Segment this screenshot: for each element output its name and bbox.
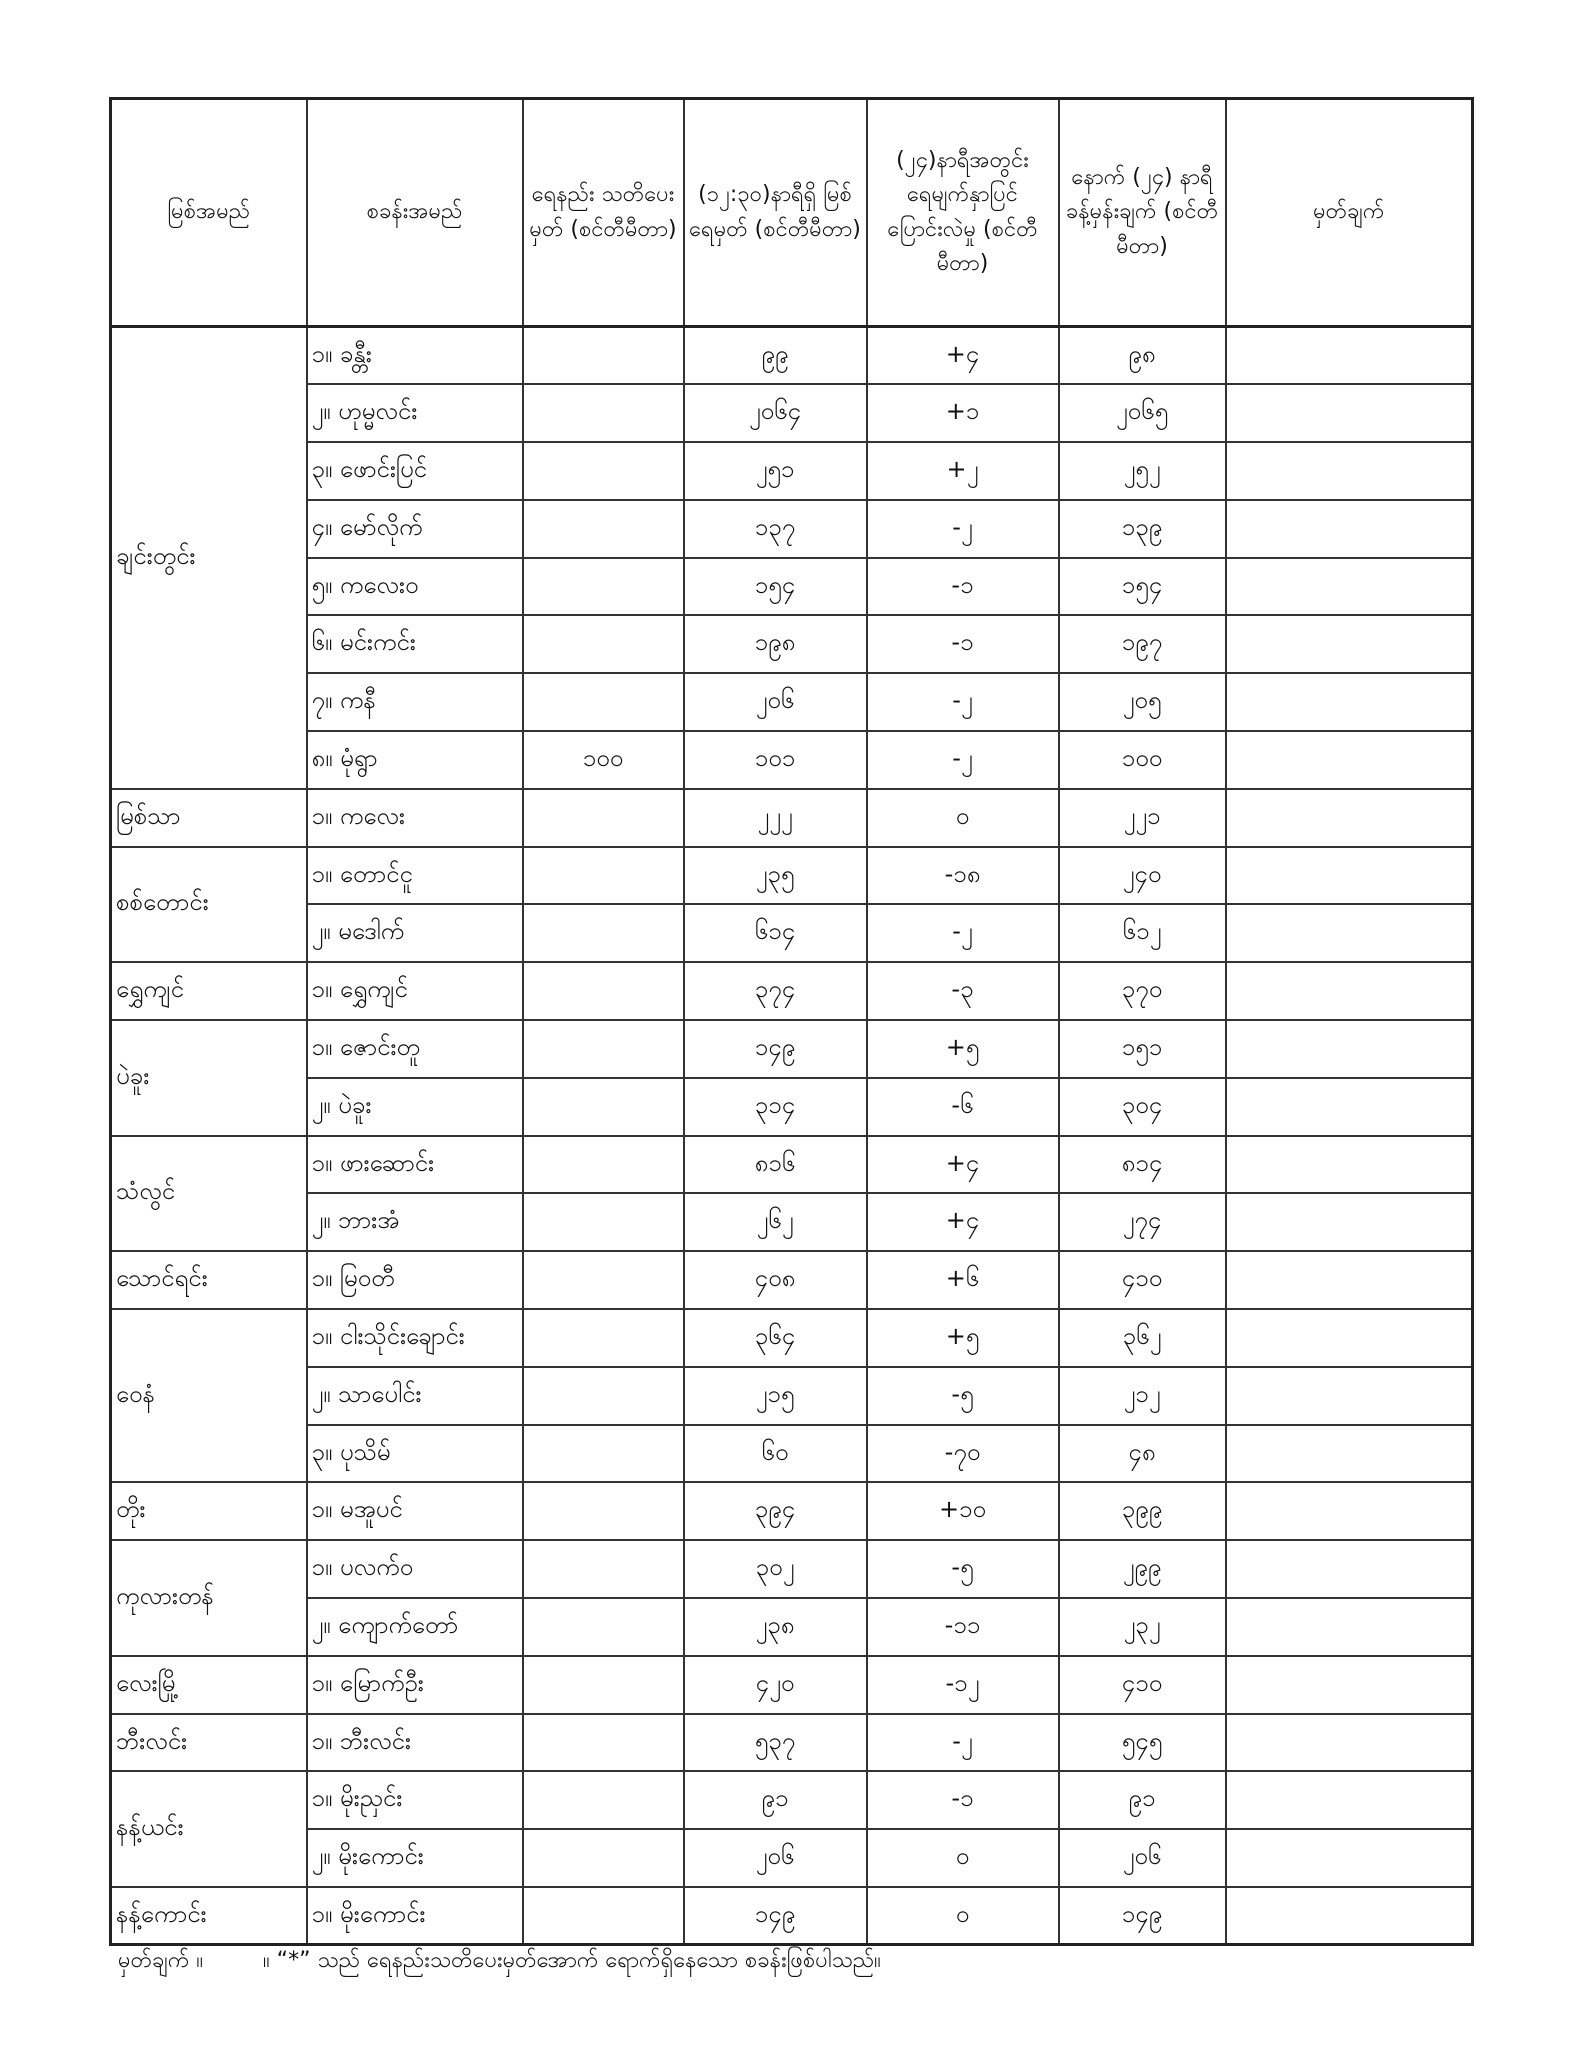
footnote-label: မှတ်ချက် ။: [118, 1948, 204, 1973]
change-cell: +၄: [867, 1193, 1059, 1251]
station-name: ၇။ ကနီ: [307, 673, 523, 731]
warning-level-cell: [523, 1367, 684, 1425]
table-row: [111, 1598, 1473, 1656]
warning-level-cell: ၁၀၀: [523, 731, 684, 789]
forecast-cell: ၃၇၀: [1059, 962, 1226, 1020]
station-name: ၁။ မအူပင်: [307, 1482, 523, 1540]
forecast-cell: ၁၄၉: [1059, 1887, 1226, 1945]
table-row: [111, 1193, 1473, 1251]
change-cell: -၁: [867, 615, 1059, 673]
warning-level-cell: [523, 904, 684, 962]
table-row: [111, 384, 1473, 442]
forecast-cell: ၈၁၄: [1059, 1136, 1226, 1194]
table-row: [111, 1656, 1473, 1714]
warning-level-cell: [523, 1771, 684, 1829]
water-level-cell: ၄၂၀: [684, 1656, 867, 1714]
change-cell: -၂: [867, 904, 1059, 962]
table-row: [111, 731, 1473, 789]
water-level-cell: ၁၅၄: [684, 558, 867, 616]
water-level-cell: ၁၀၁: [684, 731, 867, 789]
river-name: မြစ်သာ: [111, 789, 307, 847]
forecast-cell: ၃၀၄: [1059, 1078, 1226, 1136]
water-level-cell: ၂၀၆၄: [684, 384, 867, 442]
warning-level-cell: [523, 847, 684, 905]
remark-cell: [1226, 1078, 1473, 1136]
river-name: နန့်ယင်း: [111, 1771, 307, 1887]
change-cell: +၁၀: [867, 1482, 1059, 1540]
river-name: ပဲခူး: [111, 1020, 307, 1136]
water-level-cell: ၂၆၂: [684, 1193, 867, 1251]
table-body: [111, 327, 1473, 1945]
table-row: [111, 1829, 1473, 1887]
water-level-cell: ၃၉၄: [684, 1482, 867, 1540]
forecast-cell: ၃၆၂: [1059, 1309, 1226, 1367]
remark-cell: [1226, 1425, 1473, 1483]
warning-level-cell: [523, 1020, 684, 1078]
table-row: [111, 327, 1473, 385]
table-row: [111, 1251, 1473, 1309]
station-name: ၂။ မိုးကောင်း: [307, 1829, 523, 1887]
change-cell: -၁၈: [867, 847, 1059, 905]
water-level-cell: ၅၃၇: [684, 1714, 867, 1772]
water-level-cell: ၁၄၉: [684, 1887, 867, 1945]
remark-cell: [1226, 789, 1473, 847]
river-name: ဘီးလင်း: [111, 1714, 307, 1772]
forecast-cell: ၂၇၄: [1059, 1193, 1226, 1251]
change-cell: +၂: [867, 442, 1059, 500]
forecast-cell: ၉၈: [1059, 327, 1226, 385]
remark-cell: [1226, 962, 1473, 1020]
river-name: သောင်ရင်း: [111, 1251, 307, 1309]
station-name: ၁။ ပလက်ဝ: [307, 1540, 523, 1598]
table-row: [111, 1136, 1473, 1194]
remark-cell: [1226, 1136, 1473, 1194]
remark-cell: [1226, 1771, 1473, 1829]
forecast-cell: ၃၉၉: [1059, 1482, 1226, 1540]
warning-level-cell: [523, 384, 684, 442]
remark-cell: [1226, 442, 1473, 500]
water-level-cell: ၂၁၅: [684, 1367, 867, 1425]
river-name: တိုး: [111, 1482, 307, 1540]
table-row: [111, 904, 1473, 962]
forecast-cell: ၄၁၀: [1059, 1251, 1226, 1309]
change-cell: -၂: [867, 673, 1059, 731]
table-row: [111, 1078, 1473, 1136]
station-name: ၅။ ကလေးဝ: [307, 558, 523, 616]
header-river: မြစ်အမည်: [111, 99, 307, 327]
remark-cell: [1226, 1367, 1473, 1425]
water-level-cell: ၆၁၄: [684, 904, 867, 962]
station-name: ၂။ မဒေါက်: [307, 904, 523, 962]
river-name: ဝေနံ: [111, 1309, 307, 1482]
warning-level-cell: [523, 1656, 684, 1714]
station-name: ၁။ ရွှေကျင်: [307, 962, 523, 1020]
forecast-cell: ၂၉၉: [1059, 1540, 1226, 1598]
warning-level-cell: [523, 615, 684, 673]
water-level-cell: ၆၀: [684, 1425, 867, 1483]
warning-level-cell: [523, 327, 684, 385]
forecast-cell: ၅၄၅: [1059, 1714, 1226, 1772]
change-cell: -၂: [867, 731, 1059, 789]
water-level-cell: ၃၇၄: [684, 962, 867, 1020]
remark-cell: [1226, 1656, 1473, 1714]
remark-cell: [1226, 1540, 1473, 1598]
forecast-cell: ၂၁၂: [1059, 1367, 1226, 1425]
forecast-cell: ၂၃၂: [1059, 1598, 1226, 1656]
forecast-cell: ၆၁၂: [1059, 904, 1226, 962]
station-name: ၁။ ငါးသိုင်းချောင်း: [307, 1309, 523, 1367]
header-warning-level: ရေနည်း သတိပေးမှတ် (စင်တီမီတာ): [523, 99, 684, 327]
table-row: [111, 673, 1473, 731]
station-name: ၃။ ပုသိမ်: [307, 1425, 523, 1483]
change-cell: -၅: [867, 1367, 1059, 1425]
header-station: စခန်းအမည်: [307, 99, 523, 327]
station-name: ၁။ ခန္တီး: [307, 327, 523, 385]
station-name: ၃။ ဖောင်းပြင်: [307, 442, 523, 500]
water-level-cell: ၃၁၄: [684, 1078, 867, 1136]
header-current-level: (၁၂:၃၀)နာရီရှိ မြစ်ရေမှတ် (စင်တီမီတာ): [684, 99, 867, 327]
forecast-cell: ၁၉၇: [1059, 615, 1226, 673]
warning-level-cell: [523, 558, 684, 616]
warning-level-cell: [523, 442, 684, 500]
station-name: ၆။ မင်းကင်း: [307, 615, 523, 673]
change-cell: -၆: [867, 1078, 1059, 1136]
station-name: ၂။ ကျောက်တော်: [307, 1598, 523, 1656]
footnote-text: ။ “*” သည် ရေနည်းသတိပေးမှတ်အောက် ရောက်ရှိနေသော စခန်းဖြစ်ပါသည်။: [263, 1948, 881, 1973]
remark-cell: [1226, 847, 1473, 905]
station-name: ၂။ ဘားအံ: [307, 1193, 523, 1251]
water-level-cell: ၂၅၁: [684, 442, 867, 500]
station-name: ၄။ မော်လိုက်: [307, 500, 523, 558]
remark-cell: [1226, 1482, 1473, 1540]
footnote: [118, 1945, 881, 1978]
change-cell: -၁: [867, 1771, 1059, 1829]
change-cell: +၁: [867, 384, 1059, 442]
station-name: ၁။ ကလေး: [307, 789, 523, 847]
river-name: ချင်းတွင်း: [111, 327, 307, 789]
warning-level-cell: [523, 1714, 684, 1772]
water-level-cell: ၉၁: [684, 1771, 867, 1829]
table-row: [111, 962, 1473, 1020]
warning-level-cell: [523, 1309, 684, 1367]
river-name: ရွှေကျင်: [111, 962, 307, 1020]
warning-level-cell: [523, 1887, 684, 1945]
change-cell: -၁၂: [867, 1656, 1059, 1714]
change-cell: ၀: [867, 789, 1059, 847]
table-row: [111, 1309, 1473, 1367]
table-row: [111, 500, 1473, 558]
remark-cell: [1226, 1020, 1473, 1078]
water-level-cell: ၄၀၈: [684, 1251, 867, 1309]
table-row: [111, 1714, 1473, 1772]
table-row: [111, 1425, 1473, 1483]
header-row: [111, 99, 1473, 327]
change-cell: +၅: [867, 1020, 1059, 1078]
water-level-cell: ၂၀၆: [684, 1829, 867, 1887]
table-row: [111, 1367, 1473, 1425]
station-name: ၂။ သာပေါင်း: [307, 1367, 523, 1425]
warning-level-cell: [523, 1829, 684, 1887]
water-level-cell: ၈၁၆: [684, 1136, 867, 1194]
forecast-cell: ၁၅၁: [1059, 1020, 1226, 1078]
change-cell: -၂: [867, 1714, 1059, 1772]
river-name: စစ်တောင်း: [111, 847, 307, 963]
warning-level-cell: [523, 1078, 684, 1136]
forecast-cell: ၁၅၄: [1059, 558, 1226, 616]
header-forecast: နောက် (၂၄) နာရီ ခန့်မှန်းချက် (စင်တီမီတာ): [1059, 99, 1226, 327]
warning-level-cell: [523, 1540, 684, 1598]
table-row: [111, 789, 1473, 847]
table-row: [111, 1887, 1473, 1945]
forecast-cell: ၂၅၂: [1059, 442, 1226, 500]
warning-level-cell: [523, 1136, 684, 1194]
forecast-cell: ၂၀၅: [1059, 673, 1226, 731]
forecast-cell: ၁၃၉: [1059, 500, 1226, 558]
warning-level-cell: [523, 789, 684, 847]
table-row: [111, 1540, 1473, 1598]
water-level-cell: ၂၃၈: [684, 1598, 867, 1656]
remark-cell: [1226, 500, 1473, 558]
station-name: ၁။ မြဝတီ: [307, 1251, 523, 1309]
remark-cell: [1226, 1598, 1473, 1656]
warning-level-cell: [523, 673, 684, 731]
remark-cell: [1226, 1309, 1473, 1367]
change-cell: -၁: [867, 558, 1059, 616]
change-cell: -၇၀: [867, 1425, 1059, 1483]
warning-level-cell: [523, 962, 684, 1020]
station-name: ၁။ ဘီးလင်း: [307, 1714, 523, 1772]
station-name: ၁။ မိုးကောင်း: [307, 1887, 523, 1945]
forecast-cell: ၁၀၀: [1059, 731, 1226, 789]
change-cell: -၅: [867, 1540, 1059, 1598]
change-cell: +၄: [867, 1136, 1059, 1194]
remark-cell: [1226, 558, 1473, 616]
remark-cell: [1226, 1251, 1473, 1309]
station-name: ၂။ ဟုမ္မလင်း: [307, 384, 523, 442]
water-level-cell: ၁၉၈: [684, 615, 867, 673]
water-level-cell: ၁၃၇: [684, 500, 867, 558]
table-row: [111, 558, 1473, 616]
water-level-cell: ၉၉: [684, 327, 867, 385]
station-name: ၁။ ဇောင်းတူ: [307, 1020, 523, 1078]
header-remark: မှတ်ချက်: [1226, 99, 1473, 327]
warning-level-cell: [523, 1598, 684, 1656]
water-level-cell: ၁၄၉: [684, 1020, 867, 1078]
change-cell: -၂: [867, 500, 1059, 558]
river-level-table: [109, 97, 1474, 1946]
remark-cell: [1226, 327, 1473, 385]
station-name: ၁။ တောင်ငူ: [307, 847, 523, 905]
remark-cell: [1226, 1887, 1473, 1945]
water-level-cell: ၂၃၅: [684, 847, 867, 905]
remark-cell: [1226, 615, 1473, 673]
station-name: ၁။ မိုးညှင်း: [307, 1771, 523, 1829]
river-name: ကုလားတန်: [111, 1540, 307, 1656]
water-level-cell: ၃၆၄: [684, 1309, 867, 1367]
station-name: ၂။ ပဲခူး: [307, 1078, 523, 1136]
forecast-cell: ၂၀၆: [1059, 1829, 1226, 1887]
warning-level-cell: [523, 1425, 684, 1483]
warning-level-cell: [523, 1193, 684, 1251]
remark-cell: [1226, 673, 1473, 731]
river-name: သံလွင်: [111, 1136, 307, 1252]
table-row: [111, 1771, 1473, 1829]
remark-cell: [1226, 1193, 1473, 1251]
water-level-cell: ၃၀၂: [684, 1540, 867, 1598]
table-row: [111, 1020, 1473, 1078]
remark-cell: [1226, 384, 1473, 442]
table-row: [111, 847, 1473, 905]
station-name: ၁။ ဖားဆောင်း: [307, 1136, 523, 1194]
change-cell: +၅: [867, 1309, 1059, 1367]
table-row: [111, 1482, 1473, 1540]
forecast-cell: ၄၁၀: [1059, 1656, 1226, 1714]
station-name: ၁။ မြောက်ဦး: [307, 1656, 523, 1714]
remark-cell: [1226, 904, 1473, 962]
river-name: နန့်ကောင်း: [111, 1887, 307, 1945]
warning-level-cell: [523, 1251, 684, 1309]
forecast-cell: ၂၂၁: [1059, 789, 1226, 847]
warning-level-cell: [523, 1482, 684, 1540]
header-24h-change: (၂၄)နာရီအတွင်း ရေမျက်နှာပြင် ပြောင်းလဲမှု (စင်တီမီတာ): [867, 99, 1059, 327]
change-cell: +၆: [867, 1251, 1059, 1309]
change-cell: -၁၁: [867, 1598, 1059, 1656]
remark-cell: [1226, 1829, 1473, 1887]
forecast-cell: ၄၈: [1059, 1425, 1226, 1483]
table-row: [111, 615, 1473, 673]
river-name: လေးမြို့: [111, 1656, 307, 1714]
forecast-cell: ၉၁: [1059, 1771, 1226, 1829]
change-cell: ၀: [867, 1829, 1059, 1887]
table-row: [111, 442, 1473, 500]
forecast-cell: ၂၀၆၅: [1059, 384, 1226, 442]
change-cell: +၄: [867, 327, 1059, 385]
station-name: ၈။ မုံရွာ: [307, 731, 523, 789]
remark-cell: [1226, 1714, 1473, 1772]
warning-level-cell: [523, 500, 684, 558]
water-level-cell: ၂၀၆: [684, 673, 867, 731]
remark-cell: [1226, 731, 1473, 789]
forecast-cell: ၂၄၀: [1059, 847, 1226, 905]
water-level-cell: ၂၂၂: [684, 789, 867, 847]
change-cell: ၀: [867, 1887, 1059, 1945]
change-cell: -၃: [867, 962, 1059, 1020]
